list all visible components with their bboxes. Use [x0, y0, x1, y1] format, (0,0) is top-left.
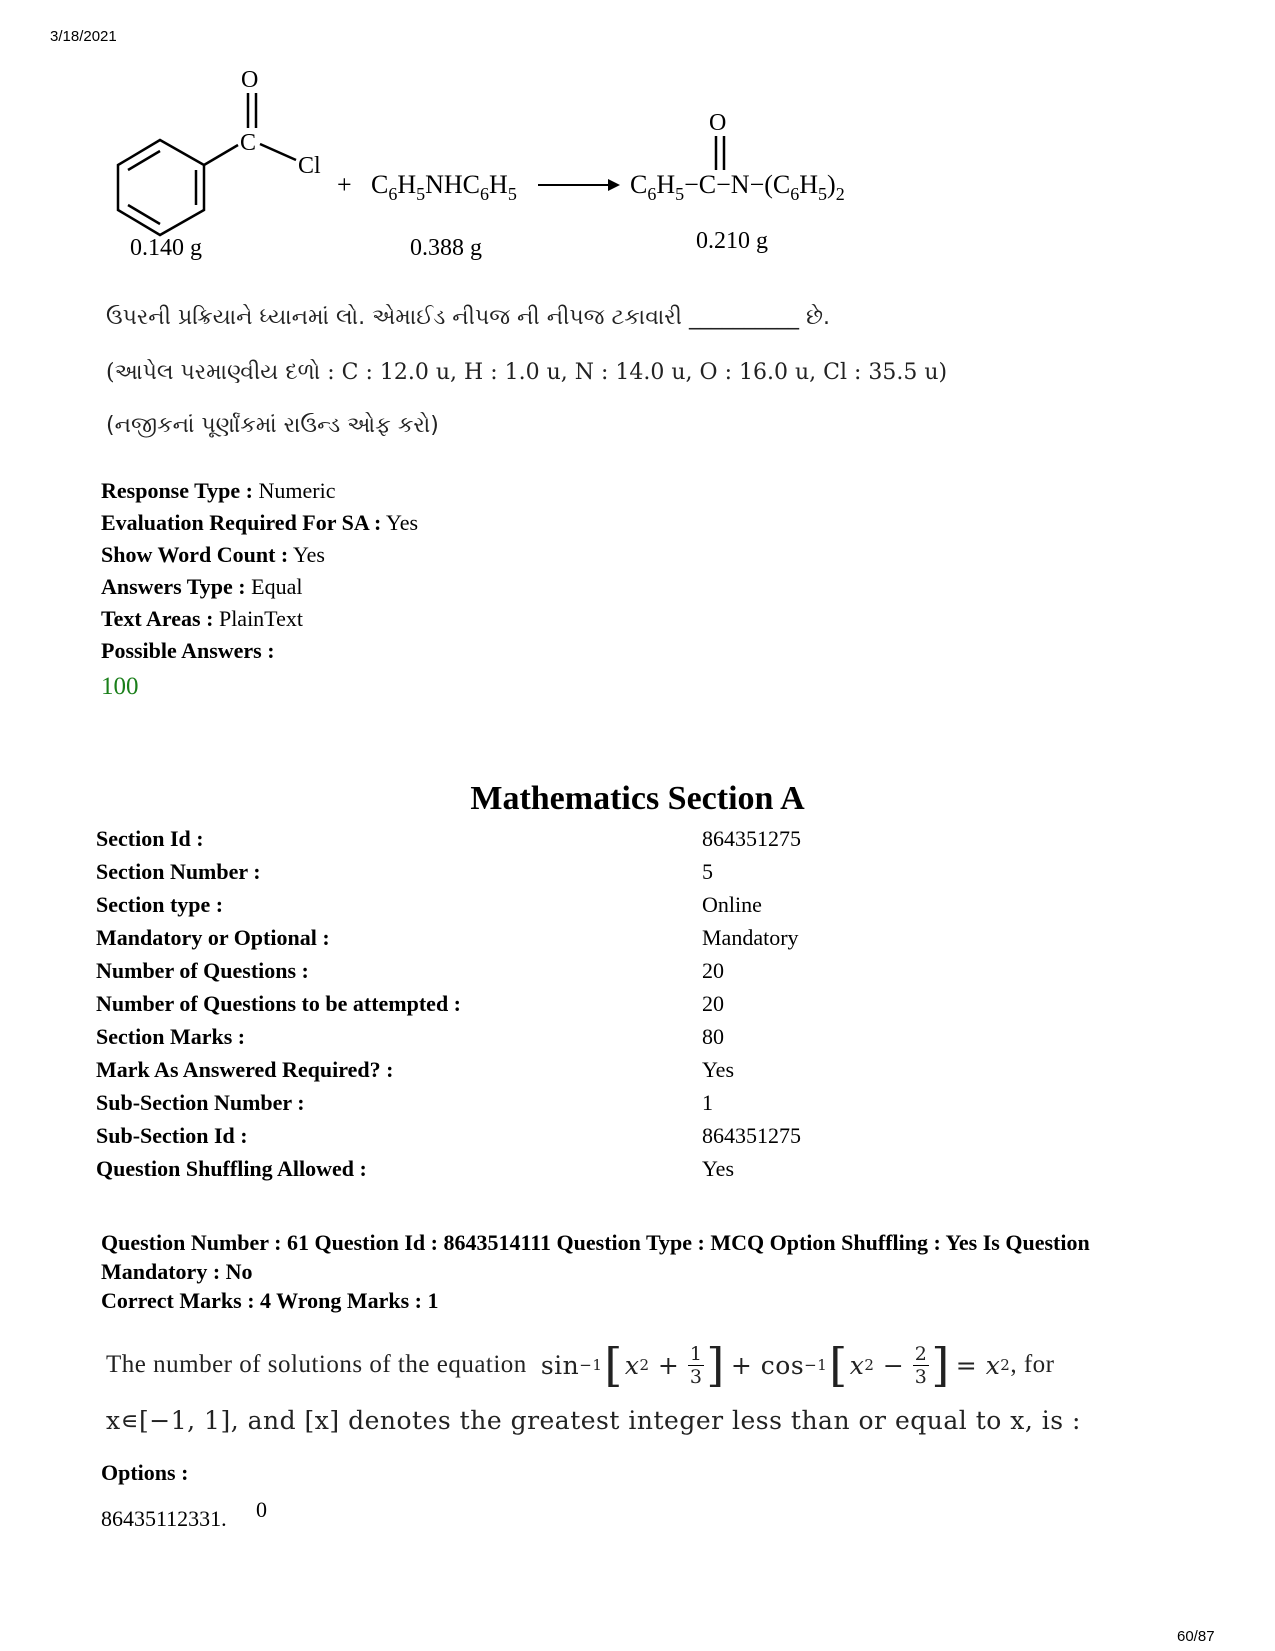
section-info-value: Mandatory: [702, 925, 799, 950]
section-info-key: Section Number :: [96, 859, 261, 884]
question-line-1: ઉપરની પ્રક્રિયાને ધ્યાનમાં લો. એમાઈડ નીપજ ની નીપજ ટકાવારી __________ છે.: [106, 305, 830, 330]
marks-line: Correct Marks : 4 Wrong Marks : 1: [101, 1288, 439, 1313]
section-info-key: Number of Questions to be attempted :: [96, 991, 462, 1016]
carbon-label: C: [240, 130, 257, 156]
response-meta: Response Type : Numeric Evaluation Required For SA : Yes Show Word Count : Yes Answers Type : Equal Text Areas : PlainText Possible Answers : 100: [101, 475, 418, 703]
section-title: Mathematics Section A: [470, 780, 805, 817]
section-info-value: 80: [702, 1024, 724, 1049]
atomic-masses-note: (આપેલ પરમાણ્વીય દળો : C : 12.0 u, H : 1.0 u, N : 14.0 u, O : 16.0 u, Cl : 35.5 u): [106, 360, 948, 385]
product-oxygen-label: O: [709, 110, 727, 136]
plus-sign: +: [337, 170, 352, 199]
section-info-value: 1: [702, 1090, 713, 1115]
possible-answer: 100: [101, 673, 139, 700]
section-info-value: 20: [702, 991, 724, 1016]
option-id: 86435112331.: [101, 1506, 227, 1531]
page-number: 60/87: [1177, 1628, 1215, 1645]
section-info-key: Mark As Answered Required? :: [96, 1057, 394, 1082]
oxygen-label: O: [241, 67, 259, 93]
reaction-diagram: [100, 60, 920, 275]
question-header: Question Number : 61 Question Id : 8643514111 Question Type : MCQ Option Shuffling : Yes Is Question Mandatory : No Correct Marks : 4 Wrong Marks : 1: [101, 1228, 1201, 1315]
section-info-value: 20: [702, 958, 724, 983]
section-info-key: Section Id :: [96, 826, 204, 851]
section-info-value: 5: [702, 859, 713, 884]
diphenylamine-formula: $C_6H_5NHC_6H_5$: [371, 170, 517, 204]
question-text-line-2: x∊[−1, 1], and [x] denotes the greatest integer less than or equal to x, is :: [106, 1406, 1081, 1435]
mass-benzoyl-chloride: 0.140 g: [130, 235, 202, 261]
equation: sin −1 [ x 2 + 1 3 ] + cos −1 [ x 2 − 2 3 ] = x 2: [540, 1338, 1011, 1392]
mass-diphenylamine: 0.388 g: [410, 235, 482, 261]
question-text: The number of solutions of the equation sin −1 [ x 2 + 1 3 ] + cos −1 [ x 2 − 2 3 ] = x 2 , for x∊[−1, 1], and [x] denotes the greatest integer less than or equal to x, is :: [106, 1330, 1226, 1435]
benzene-ring: [118, 140, 204, 235]
options-label: Options :: [101, 1460, 189, 1485]
option-value: 0: [256, 1497, 267, 1522]
chlorine-label: Cl: [298, 153, 321, 179]
section-info-key: Question Shuffling Allowed :: [96, 1156, 367, 1181]
rounding-note: (નજીકનાં પૂર્ણાંકમાં રાઉન્ડ ઓફ કરો): [106, 413, 439, 438]
section-info-key: Sub-Section Id :: [96, 1123, 248, 1148]
section-info-value: Yes: [702, 1156, 735, 1181]
section-info-key: Sub-Section Number :: [96, 1090, 305, 1115]
section-info-value: 864351275: [702, 826, 801, 851]
section-info-value: Online: [702, 892, 762, 917]
section-info-key: Section type :: [96, 892, 224, 917]
product-formula: $C_6H_5-C-N-(C_6H_5)_2$: [630, 170, 845, 204]
print-date: 3/18/2021: [50, 28, 117, 45]
section-info-key: Number of Questions :: [96, 958, 309, 983]
mass-amide: 0.210 g: [696, 228, 768, 254]
section-info-key: Mandatory or Optional :: [96, 925, 330, 950]
section-info-key: Section Marks :: [96, 1024, 246, 1049]
section-info-value: Yes: [702, 1057, 735, 1082]
section-info-value: 864351275: [702, 1123, 801, 1148]
